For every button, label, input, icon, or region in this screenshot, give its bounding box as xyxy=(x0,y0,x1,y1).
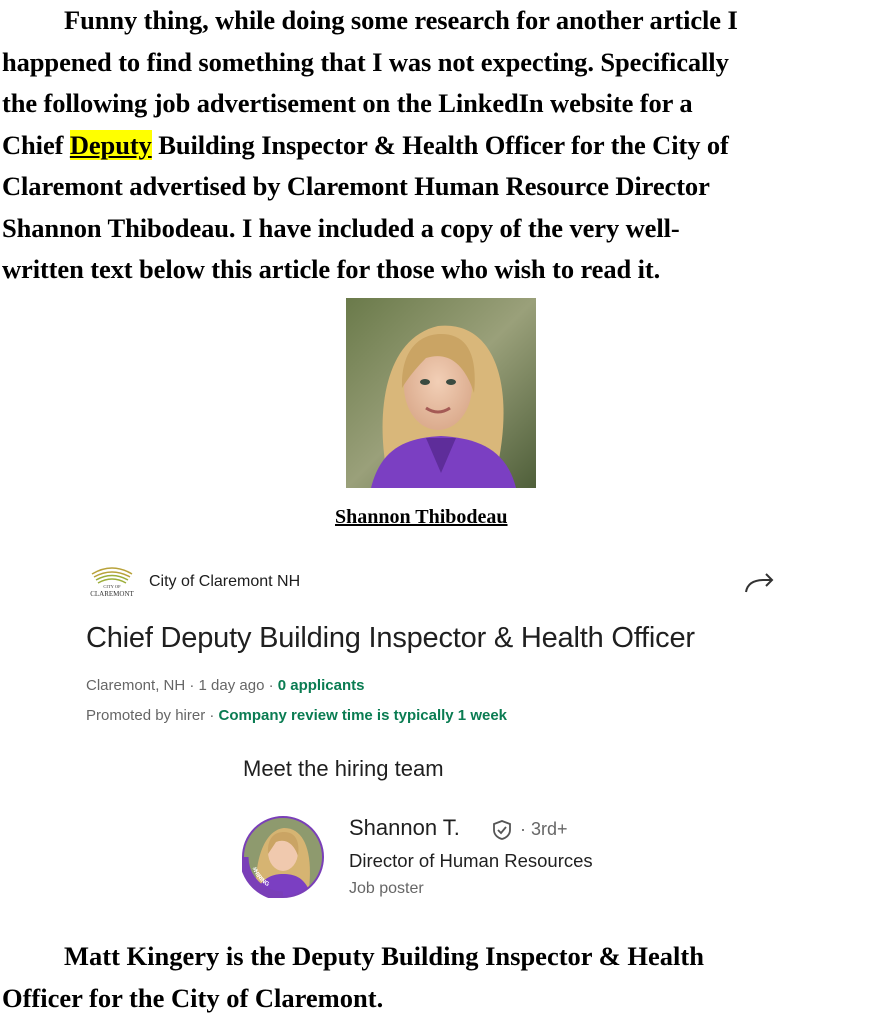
avatar[interactable] xyxy=(242,816,324,898)
poster-role: Director of Human Resources xyxy=(349,850,593,872)
hiring-team-heading: Meet the hiring team xyxy=(243,756,444,782)
company-name[interactable]: City of Claremont NH xyxy=(149,573,300,591)
intro-line xyxy=(2,125,880,167)
verified-shield-icon xyxy=(491,819,513,841)
photo-caption: Shannon Thibodeau xyxy=(335,506,508,529)
review-time: Company review time is typically 1 week xyxy=(219,707,507,724)
logo-text-top: CITY OF xyxy=(103,584,121,589)
applicants-count: 0 applicants xyxy=(278,677,365,694)
poster-tag: Job poster xyxy=(349,880,424,898)
intro-paragraph xyxy=(2,0,880,291)
intro-line: happened to find something that I was not expecting. Specifically xyxy=(2,42,880,84)
intro-text: Chief xyxy=(2,130,70,160)
closing-line: Officer for the City of Claremont. xyxy=(2,978,880,1019)
job-meta-promoted xyxy=(86,707,507,724)
logo-text-bottom: CLAREMONT xyxy=(90,590,134,598)
portrait-photo xyxy=(346,298,536,488)
intro-text: Building Inspector & Health Officer for the City of xyxy=(152,130,729,160)
location-posted-text: Claremont, NH · 1 day ago · xyxy=(86,677,278,694)
claremont-logo-icon xyxy=(86,560,138,600)
intro-line: Shannon Thibodeau. I have included a copy of the very well- xyxy=(2,208,880,250)
poster-name[interactable]: Shannon T. xyxy=(349,815,460,841)
highlighted-word: Deputy xyxy=(70,130,152,160)
job-title: Chief Deputy Building Inspector & Health Officer xyxy=(86,622,695,655)
intro-line: written text below this article for those who wish to read it. xyxy=(2,249,880,291)
connection-degree: · 3rd+ xyxy=(520,819,568,840)
intro-line: the following job advertisement on the LinkedIn website for a xyxy=(2,83,880,125)
share-arrow-icon[interactable] xyxy=(742,572,776,594)
closing-paragraph xyxy=(2,936,880,1019)
promoted-text: Promoted by hirer · xyxy=(86,707,219,724)
intro-line: Funny thing, while doing some research for another article I xyxy=(2,0,880,42)
intro-line: Claremont advertised by Claremont Human Resource Director xyxy=(2,166,880,208)
job-meta-location xyxy=(86,677,364,694)
closing-line: Matt Kingery is the Deputy Building Inspector & Health xyxy=(2,936,880,978)
hiring-badge-text: #HIRING xyxy=(251,866,271,888)
